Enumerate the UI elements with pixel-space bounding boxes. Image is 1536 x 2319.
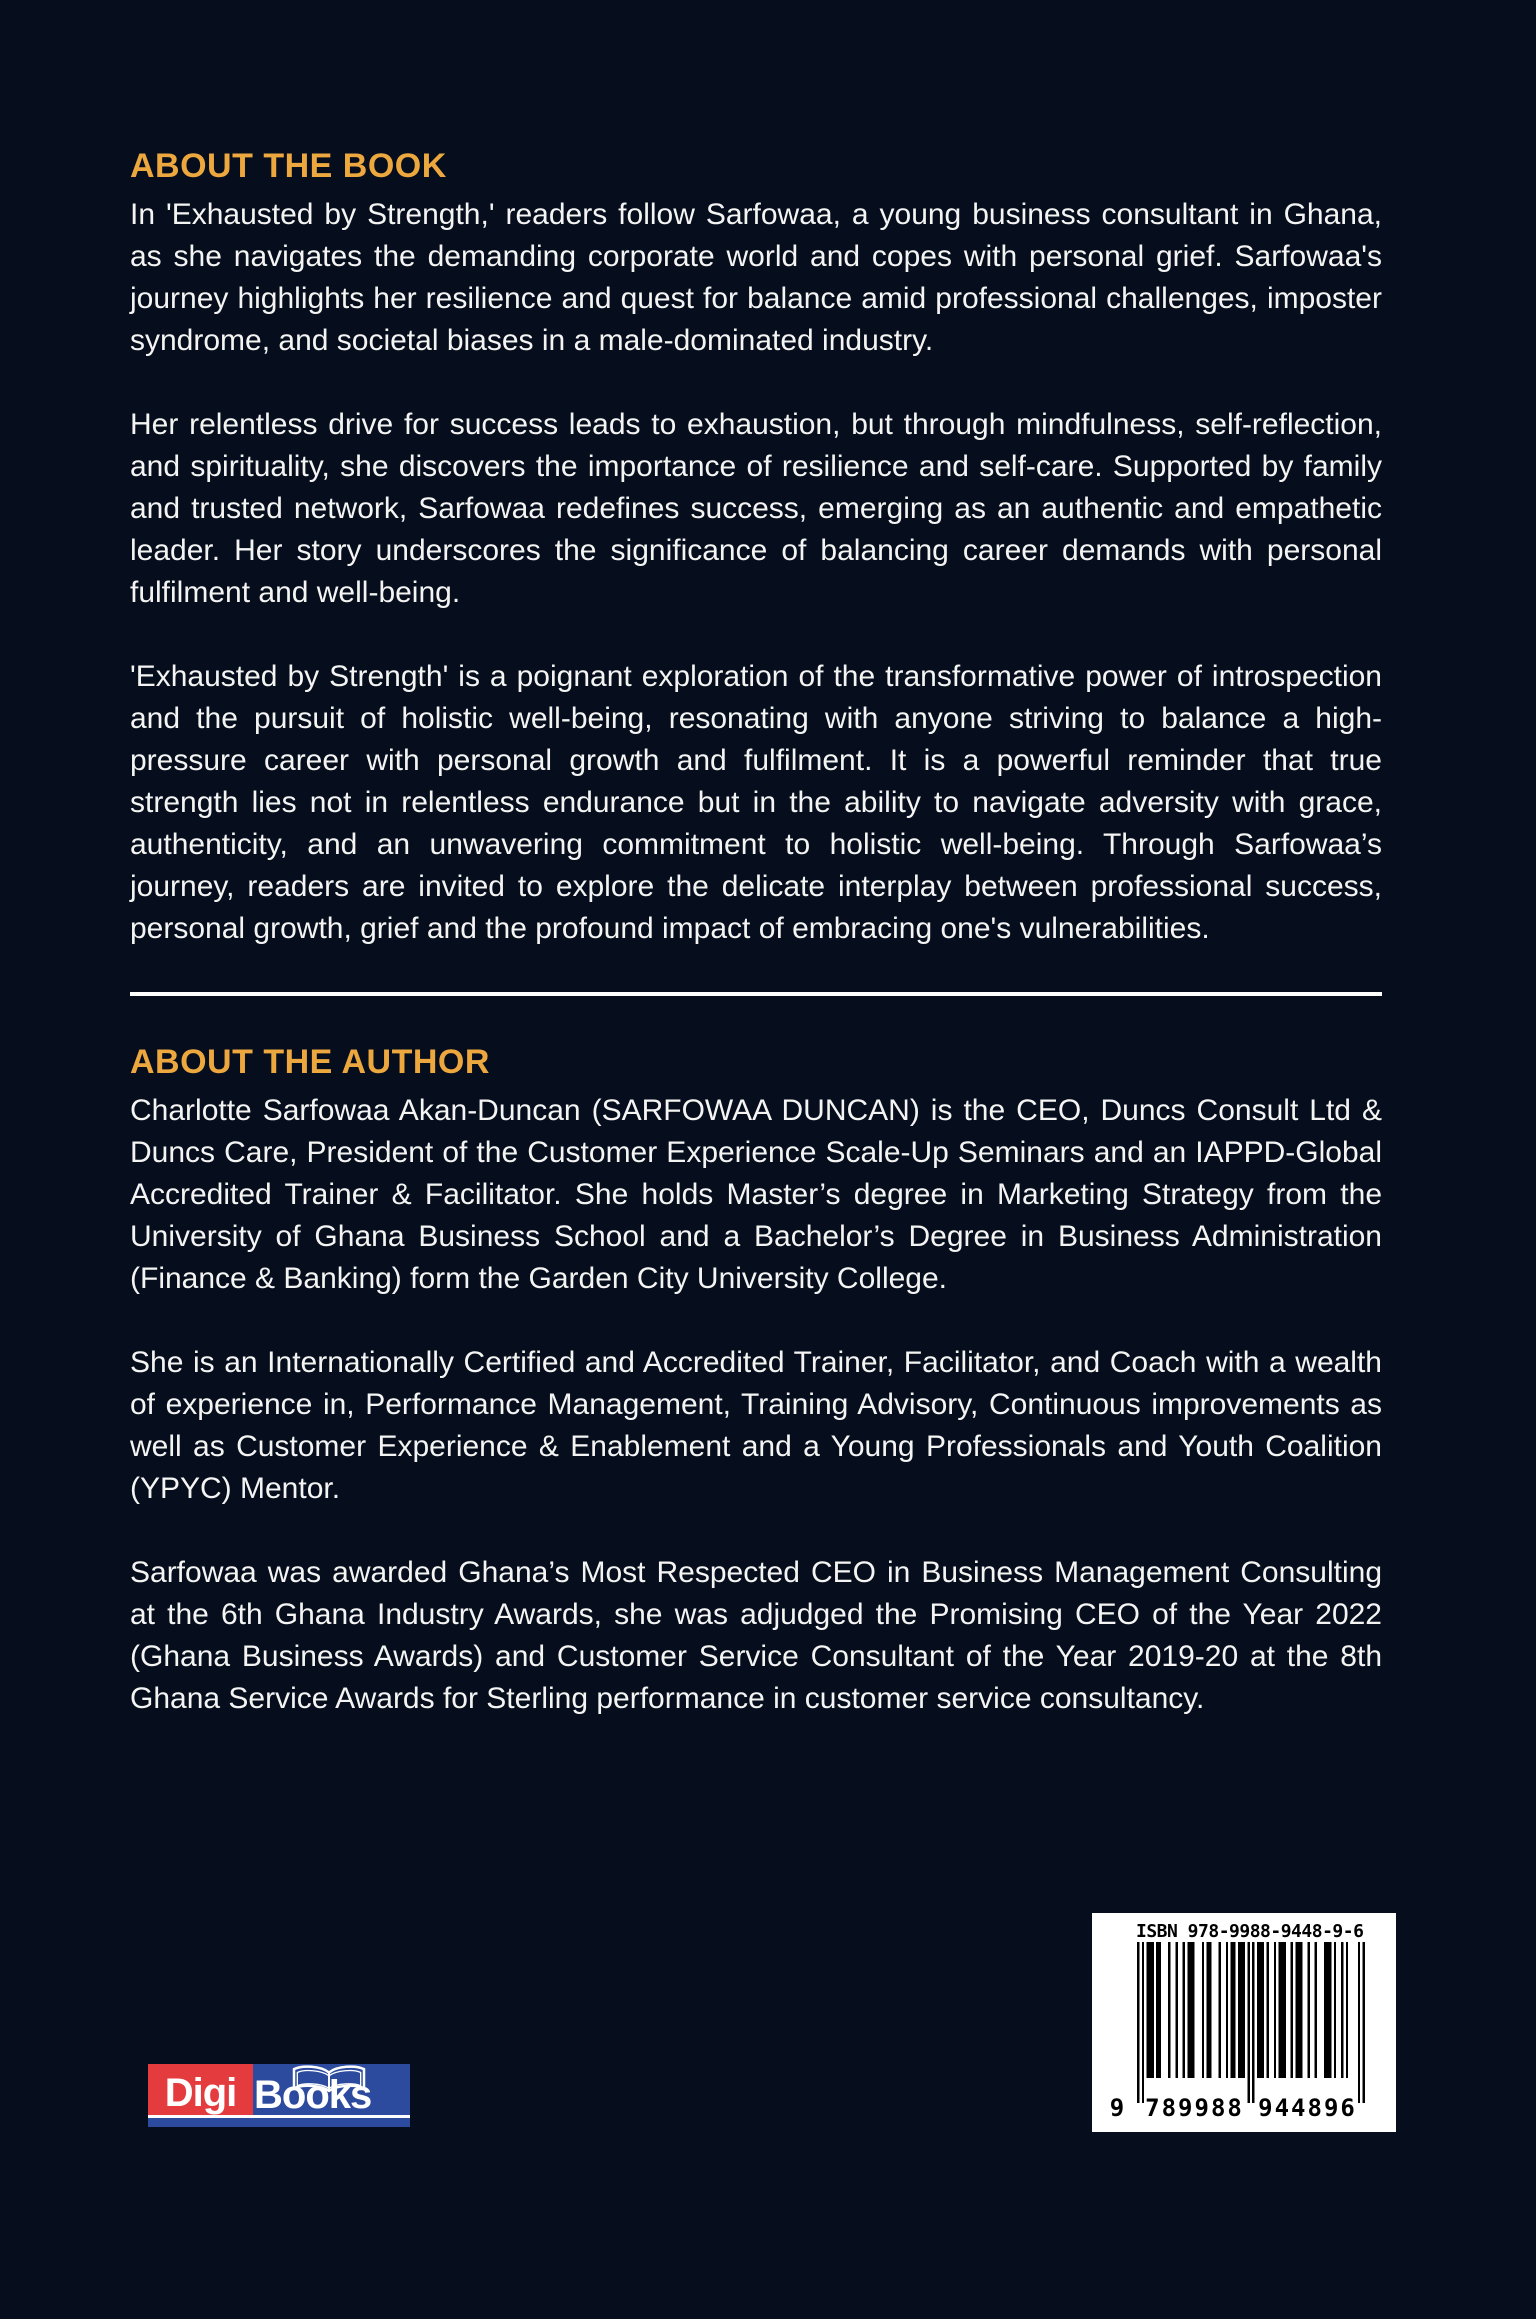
logo-bottom-strip (148, 2118, 410, 2127)
content-column (130, 146, 1382, 1762)
logo-band (148, 2064, 410, 2115)
about-book-heading: ABOUT THE BOOK (130, 147, 447, 185)
section-divider (130, 992, 1382, 996)
isbn-number-label: ISBN 978-9988-9448-9-6 (1136, 1921, 1364, 1942)
barcode-digit-first: 9 (1109, 2094, 1125, 2122)
book-paragraph-1: In 'Exhausted by Strength,' readers follow Sarfowaa, a young business consultant in Ghana, as she navigates the demanding corporate world and copes with personal grief. Sarfowaa's journey highlights her resilience and quest for balance amid professional challenges, imposter syndrome, and societal biases in a male-dominated industry. (130, 198, 1382, 357)
book-paragraph-2: Her relentless drive for success leads to exhaustion, but through mindfulness, self-reflection, and spirituality, she discovers the importance of resilience and self-care. Supported by family and trusted network, Sarfowaa redefines success, emerging as an authentic and empathetic leader. Her story underscores the significance of balancing career demands with personal fulfilment and well-being. (130, 408, 1382, 609)
barcode-digits-left-group: 789988 (1145, 2094, 1244, 2122)
author-paragraph-1: Charlotte Sarfowaa Akan-Duncan (SARFOWAA DUNCAN) is the CEO, Duncs Consult Ltd & Duncs Care, President of the Customer Experience Scale-Up Seminars and an IAPPD-Global Accredited Trainer & Facilitator. She holds Master’s degree in Marketing Strategy from the University of Ghana Business School and a Bachelor’s Degree in Business Administration (Finance & Banking) form the Garden City University College. (130, 1094, 1382, 1295)
logo-digi-segment (148, 2064, 253, 2115)
logo-books-segment (253, 2064, 410, 2115)
author-paragraph-3: Sarfowaa was awarded Ghana’s Most Respected CEO in Business Management Consulting at the 6th Ghana Industry Awards, she was adjudged the Promising CEO of the Year 2022 (Ghana Business Awards) and Customer Service Consultant of the Year 2019-20 at the 8th Ghana Service Awards for Sterling performance in customer service consultancy. (130, 1556, 1382, 1715)
barcode-bars (1137, 1942, 1365, 2103)
about-author-heading: ABOUT THE AUTHOR (130, 1043, 490, 1081)
book-paragraph-3: 'Exhausted by Strength' is a poignant exploration of the transformative power of introspection and the pursuit of holistic well-being, resonating with anyone striving to balance a high-pressure career with personal growth and fulfilment. It is a powerful reminder that true strength lies not in relentless endurance but in the ability to navigate adversity with grace, authenticity, and an unwavering commitment to holistic well-being. Through Sarfowaa’s journey, readers are invited to explore the delicate interplay between professional success, personal growth, grief and the profound impact of embracing one's vulnerabilities. (130, 660, 1382, 945)
digibooks-logo (148, 2064, 410, 2127)
isbn-barcode (1092, 1913, 1396, 2132)
logo-books-text: Books (254, 2073, 372, 2117)
barcode-digits-right-group: 944896 (1258, 2094, 1357, 2122)
author-paragraph-2: She is an Internationally Certified and Accredited Trainer, Facilitator, and Coach with a wealth of experience in, Performance Management, Training Advisory, Continuous improvements as well as Customer Experience & Enablement and a Young Professionals and Youth Coalition (YPYC) Mentor. (130, 1346, 1382, 1505)
logo-digi-text: Digi (164, 2070, 237, 2115)
